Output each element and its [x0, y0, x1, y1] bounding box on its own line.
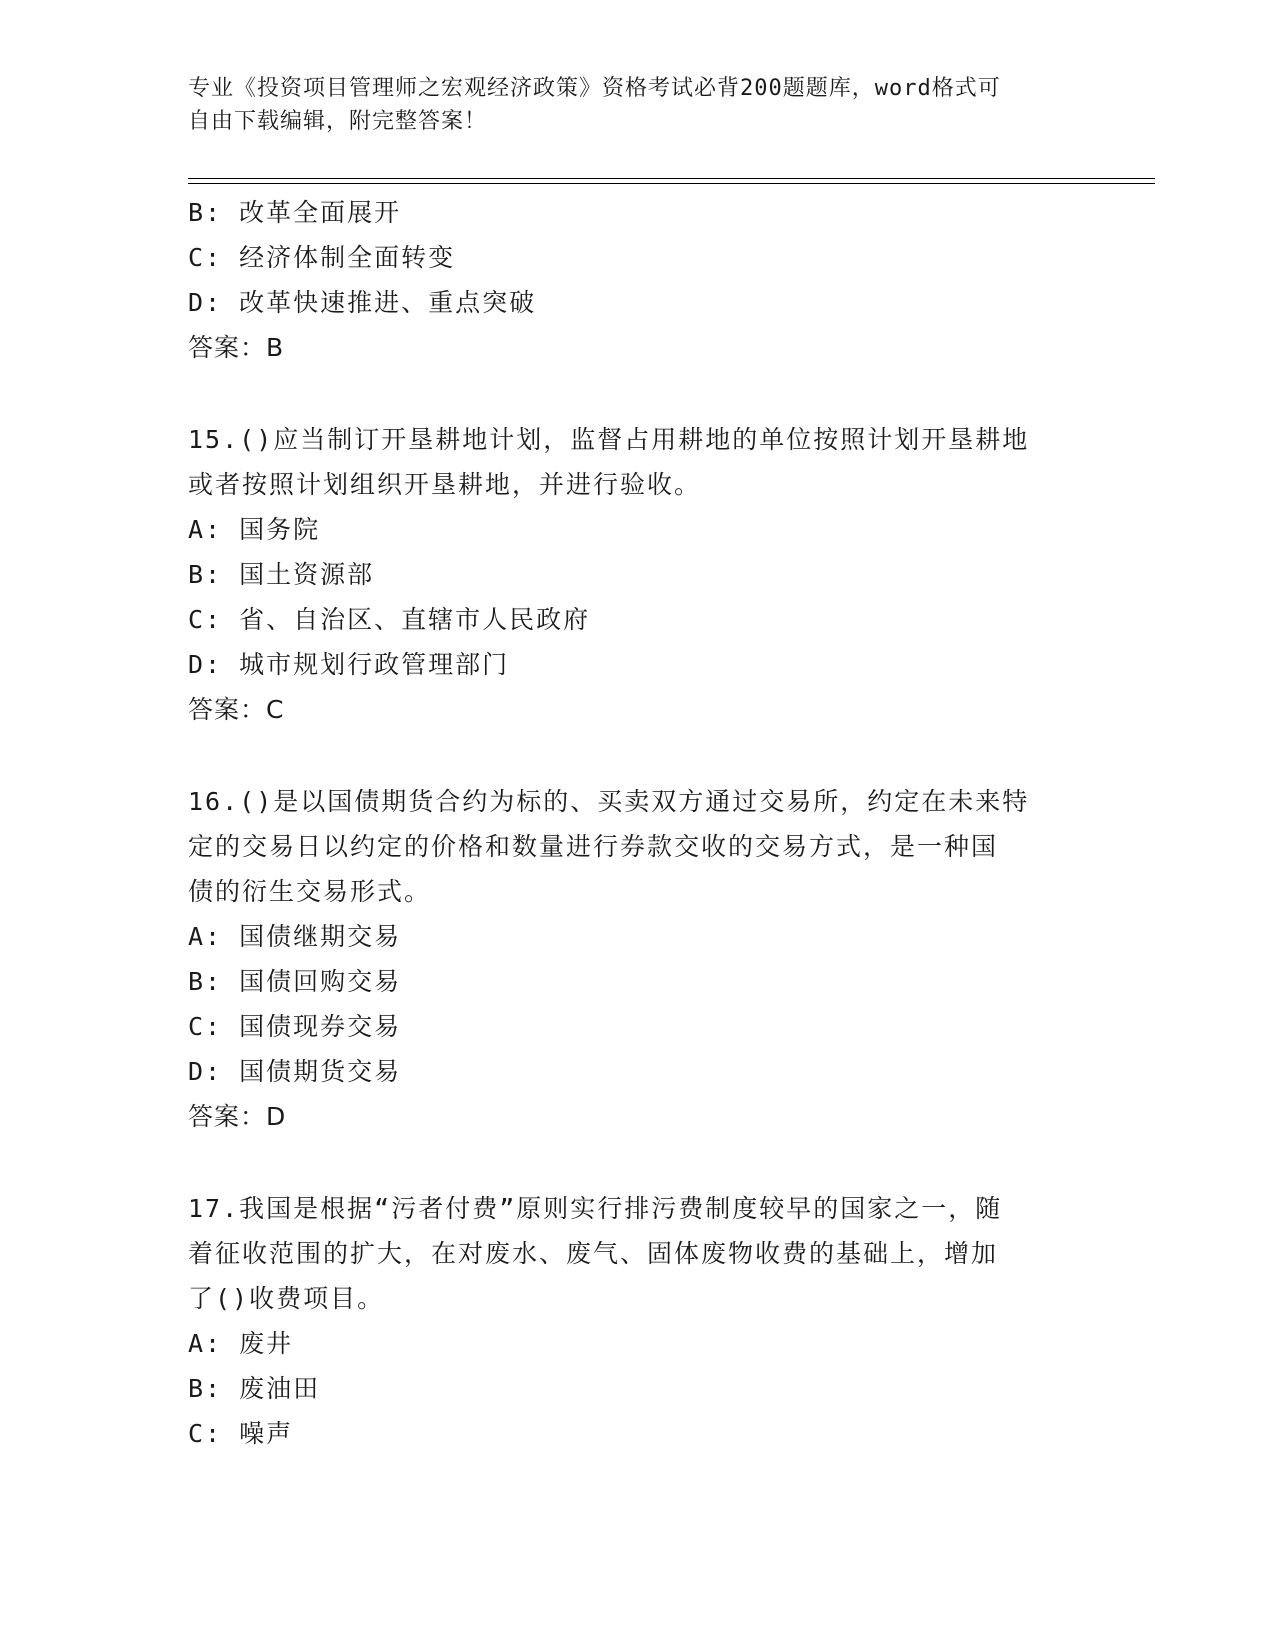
question-17	[188, 1186, 1088, 1456]
option-b: B: 改革全面展开	[188, 198, 402, 227]
header-rule-top	[188, 178, 1155, 179]
question-stem-line: 定的交易日以约定的价格和数量进行券款交收的交易方式，是一种国	[188, 832, 999, 861]
question-stem-line: 17.我国是根据“污者付费”原则实行排污费制度较早的国家之一，随	[188, 1194, 1003, 1223]
header-title-line-2: 自由下载编辑，附完整答案！	[188, 109, 488, 134]
spacer	[188, 732, 1088, 779]
option-a: A: 废井	[188, 1329, 294, 1358]
answer-line: 答案：D	[188, 1102, 287, 1131]
question-stem-line: 15.()应当制订开垦耕地计划，监督占用耕地的单位按照计划开垦耕地	[188, 425, 1030, 454]
option-d: D: 国债期货交易	[188, 1057, 402, 1086]
question-16	[188, 779, 1088, 1139]
answer-line: 答案：C	[188, 695, 285, 724]
question-14-continued	[188, 190, 1088, 370]
question-15	[188, 417, 1088, 732]
question-stem-line: 了()收费项目。	[188, 1284, 385, 1313]
document-header	[188, 72, 1088, 138]
question-stem-line: 着征收范围的扩大，在对废水、废气、固体废物收费的基础上，增加	[188, 1239, 999, 1268]
question-stem-line: 16.()是以国债期货合约为标的、买卖双方通过交易所，约定在未来特	[188, 787, 1030, 816]
option-c: C: 国债现券交易	[188, 1012, 402, 1041]
question-list	[188, 190, 1088, 1456]
header-rule-bottom	[188, 183, 1155, 184]
answer-line: 答案：B	[188, 333, 285, 362]
option-d: D: 城市规划行政管理部门	[188, 650, 510, 679]
question-stem-line: 债的衍生交易形式。	[188, 877, 432, 906]
option-b: B: 国土资源部	[188, 560, 375, 589]
option-c: C: 经济体制全面转变	[188, 243, 456, 272]
option-a: A: 国债继期交易	[188, 922, 402, 951]
option-a: A: 国务院	[188, 515, 321, 544]
spacer	[188, 1139, 1088, 1186]
option-b: B: 国债回购交易	[188, 967, 402, 996]
question-stem-line: 或者按照计划组织开垦耕地，并进行验收。	[188, 470, 702, 499]
option-b: B: 废油田	[188, 1374, 321, 1403]
option-d: D: 改革快速推进、重点突破	[188, 288, 537, 317]
header-title-line-1: 专业《投资项目管理师之宏观经济政策》资格考试必背200题题库，word格式可	[188, 76, 1001, 101]
spacer	[188, 370, 1088, 417]
option-c: C: 噪声	[188, 1419, 294, 1448]
option-c: C: 省、自治区、直辖市人民政府	[188, 605, 591, 634]
